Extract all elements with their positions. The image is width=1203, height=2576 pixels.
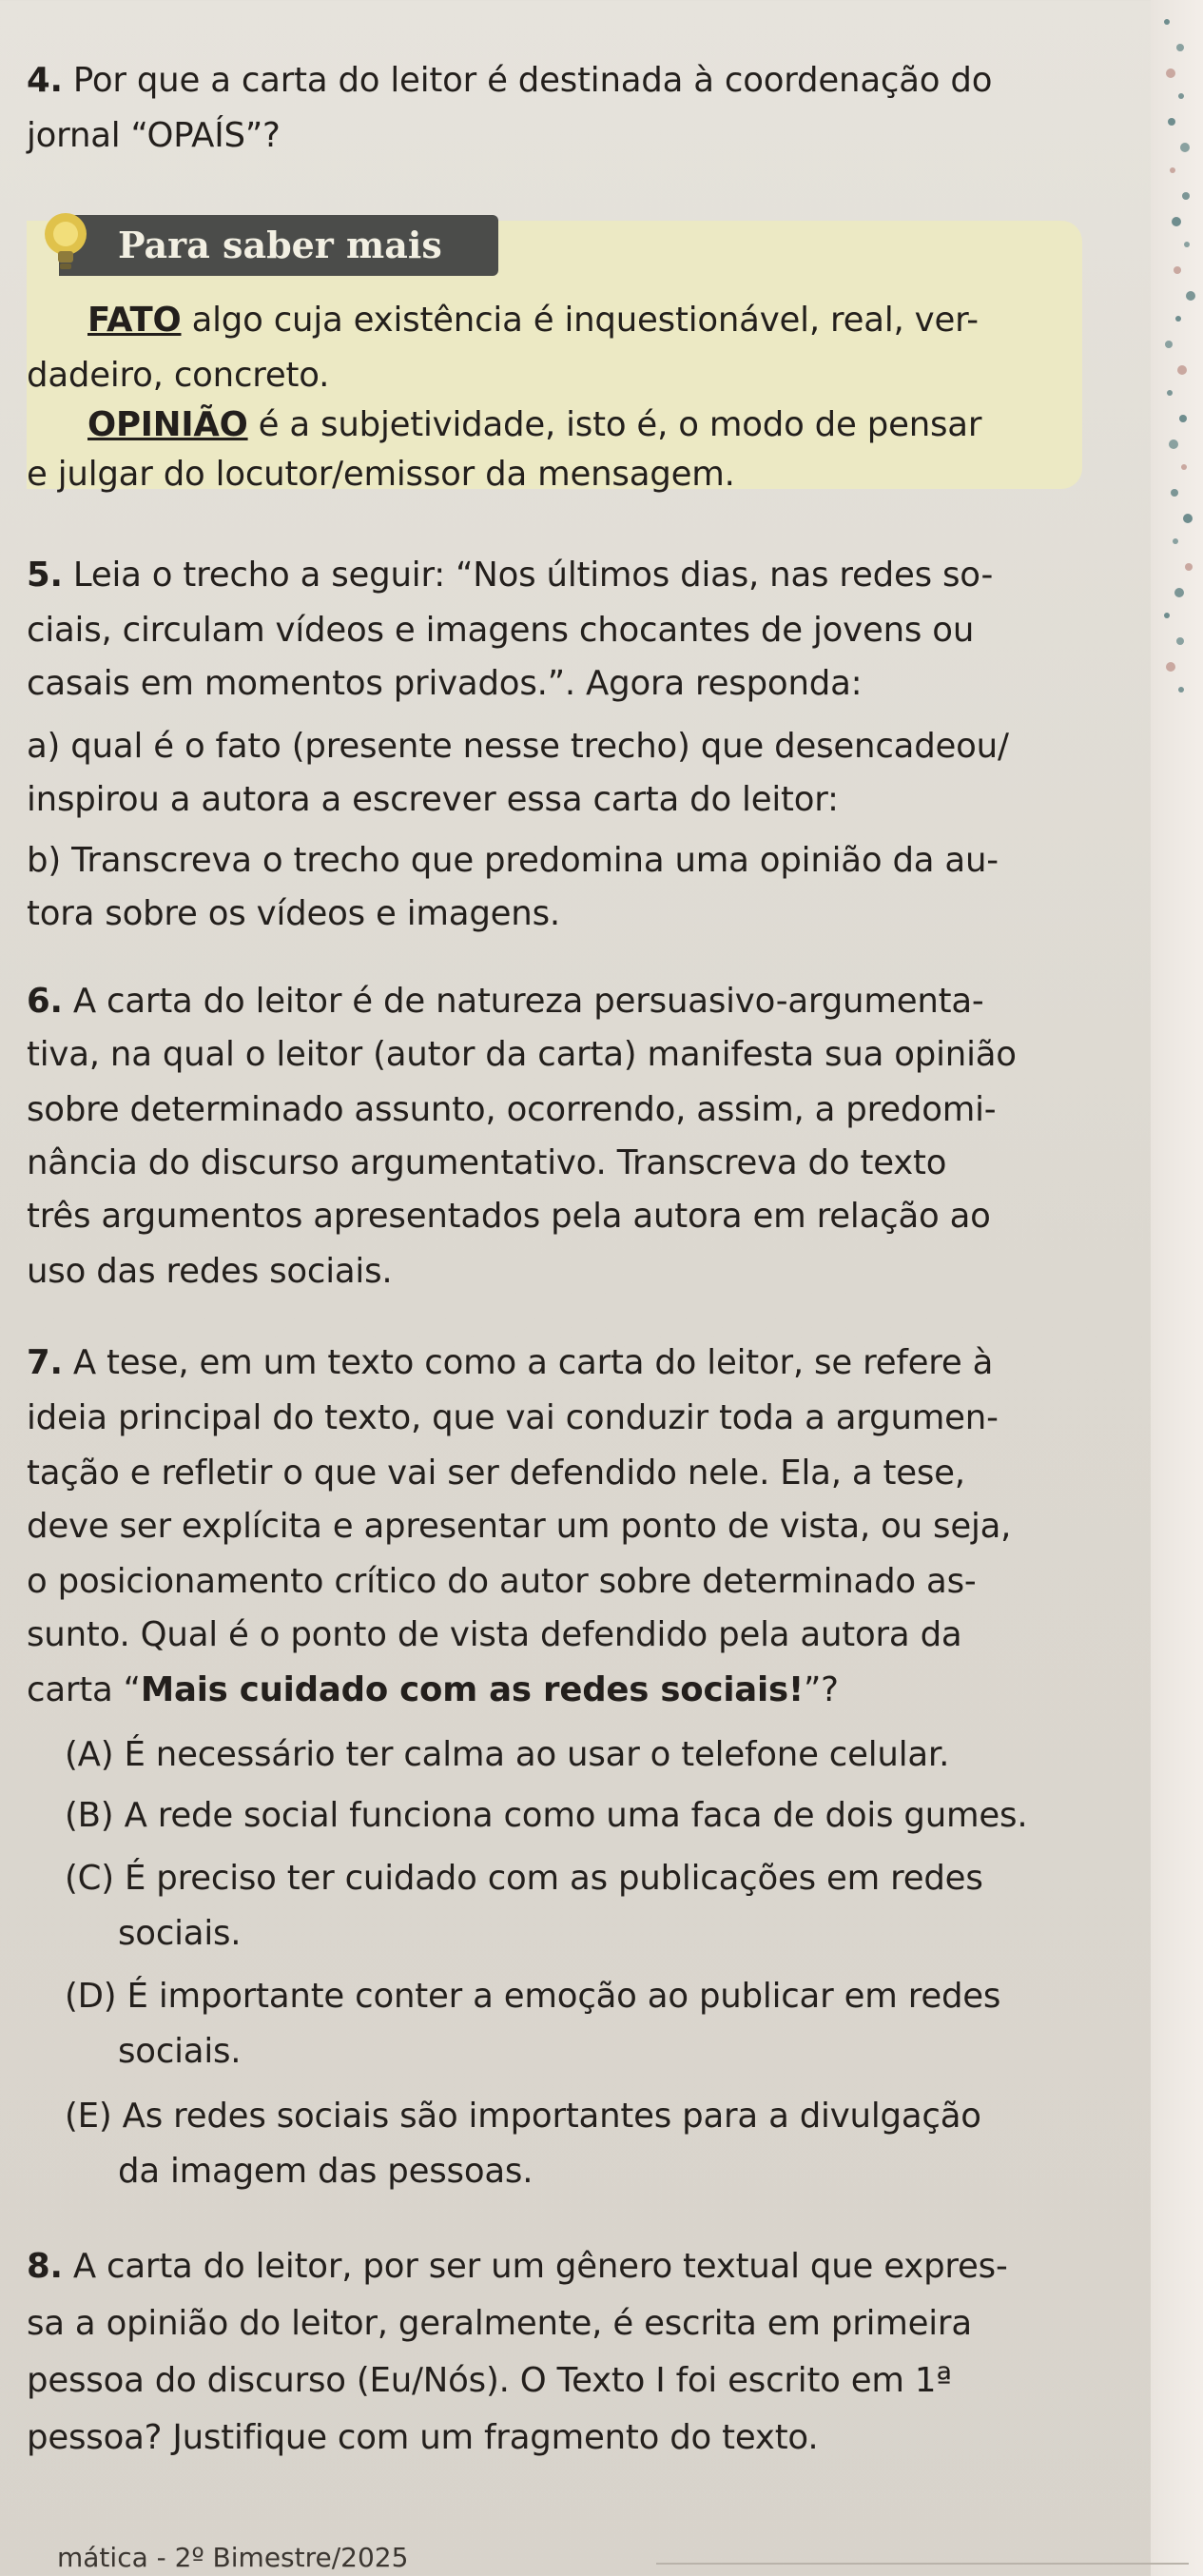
edge-dot	[1183, 514, 1193, 523]
opiniao-line-2: e julgar do locutor/emissor da mensagem.	[27, 455, 735, 494]
edge-dot	[1182, 192, 1190, 200]
q7-line-6: sunto. Qual é o ponto de vista defendido pela autora da	[27, 1615, 962, 1654]
edge-dot	[1177, 365, 1187, 375]
q6-line-6: uso das redes sociais.	[27, 1252, 393, 1291]
q4-line-1: 4. Por que a carta do leitor é destinada à coordenação do	[27, 61, 993, 100]
footer-rule	[656, 2563, 1189, 2565]
edge-dot	[1176, 44, 1184, 51]
edge-dot	[1168, 118, 1175, 126]
q4-line-2: jornal “OPAÍS”?	[27, 116, 281, 155]
edge-dot	[1185, 563, 1193, 571]
q5-line-3: casais em momentos privados.”. Agora responda:	[27, 664, 863, 703]
option-c[interactable]: (C) É preciso ter cuidado com as publicações em redes	[65, 1859, 983, 1898]
edge-dot	[1176, 637, 1184, 645]
edge-dot	[1174, 266, 1181, 274]
q7-line-3: tação e refletir o que vai ser defendido nele. Ela, a tese,	[27, 1454, 965, 1493]
q6-line-2: tiva, na qual o leitor (autor da carta) manifesta sua opinião	[27, 1035, 1017, 1074]
edge-dot	[1170, 167, 1175, 173]
q5a-line-1: a) qual é o fato (presente nesse trecho) que desencadeou/	[27, 727, 1009, 766]
q5-line-2: ciais, circulam vídeos e imagens chocantes de jovens ou	[27, 611, 975, 650]
q8-number: 8.	[27, 2247, 63, 2286]
option-c-cont: sociais.	[118, 1914, 242, 1953]
q6-line-1: 6. A carta do leitor é de natureza persuasivo-argumenta-	[27, 982, 984, 1021]
q7-line-1: 7. A tese, em um texto como a carta do leitor, se refere à	[27, 1343, 994, 1382]
edge-dot	[1166, 662, 1175, 672]
saber-mais-title: Para saber mais	[59, 215, 498, 276]
option-d-cont: sociais.	[118, 2032, 242, 2071]
option-e[interactable]: (E) As redes sociais são importantes para a divulgação	[65, 2097, 981, 2136]
q7-line-4: deve ser explícita e apresentar um ponto de vista, ou seja,	[27, 1507, 1012, 1546]
option-e-cont: da imagem das pessoas.	[118, 2152, 534, 2191]
lightbulb-icon	[36, 205, 95, 278]
q6-line-3: sobre determinado assunto, ocorrendo, assim, a predomi-	[27, 1090, 997, 1129]
q8-line-4: pessoa? Justifique com um fragmento do texto.	[27, 2418, 819, 2457]
q6-line-5: três argumentos apresentados pela autora em relação ao	[27, 1197, 991, 1236]
option-a[interactable]: (A) É necessário ter calma ao usar o telefone celular.	[65, 1735, 950, 1774]
opiniao-line-1: OPINIÃO é a subjetividade, isto é, o modo de pensar	[87, 405, 982, 444]
q6-number: 6.	[27, 982, 63, 1021]
fato-line-2: dadeiro, concreto.	[27, 356, 330, 395]
q7-line-7: carta “Mais cuidado com as redes sociais!”?	[27, 1670, 839, 1709]
edge-dot	[1172, 217, 1181, 226]
edge-dot	[1181, 464, 1187, 470]
edge-dot	[1178, 93, 1184, 99]
edge-dot	[1180, 143, 1190, 152]
edge-dot	[1167, 390, 1173, 396]
q8-line-1: 8. A carta do leitor, por ser um gênero textual que expres-	[27, 2247, 1008, 2286]
q5-number: 5.	[27, 556, 63, 595]
edge-dot	[1164, 613, 1170, 618]
q8-line-2: sa a opinião do leitor, geralmente, é escrita em primeira	[27, 2304, 972, 2343]
q5b-line-1: b) Transcreva o trecho que predomina uma opinião da au-	[27, 841, 999, 880]
q5-line-1: 5. Leia o trecho a seguir: “Nos últimos dias, nas redes so-	[27, 556, 994, 595]
edge-dot	[1184, 242, 1190, 247]
q5a-line-2: inspirou a autora a escrever essa carta do leitor:	[27, 780, 839, 819]
edge-dot	[1173, 538, 1178, 544]
q6-line-4: nância do discurso argumentativo. Transcreva do texto	[27, 1143, 947, 1182]
option-d[interactable]: (D) É importante conter a emoção ao publicar em redes	[65, 1977, 1001, 2016]
edge-dot	[1166, 68, 1175, 78]
q7-line-5: o posicionamento crítico do autor sobre determinado as-	[27, 1562, 977, 1601]
q7-line-2: ideia principal do texto, que vai conduzir toda a argumen-	[27, 1398, 999, 1437]
edge-dot	[1164, 19, 1170, 25]
q5b-line-2: tora sobre os vídeos e imagens.	[27, 894, 560, 933]
fato-line-1: FATO algo cuja existência é inquestionável, real, ver-	[87, 301, 979, 340]
option-b[interactable]: (B) A rede social funciona como uma faca de dois gumes.	[65, 1796, 1028, 1835]
q7-number: 7.	[27, 1343, 63, 1382]
page-footer: mática - 2º Bimestre/2025	[57, 2542, 409, 2573]
edge-dot	[1178, 687, 1184, 693]
q8-line-3: pessoa do discurso (Eu/Nós). O Texto I foi escrito em 1ª	[27, 2361, 952, 2400]
letter-title: Mais cuidado com as redes sociais!	[140, 1670, 804, 1709]
edge-dot	[1171, 489, 1178, 497]
edge-dot	[1174, 588, 1184, 597]
q4-number: 4.	[27, 61, 63, 100]
